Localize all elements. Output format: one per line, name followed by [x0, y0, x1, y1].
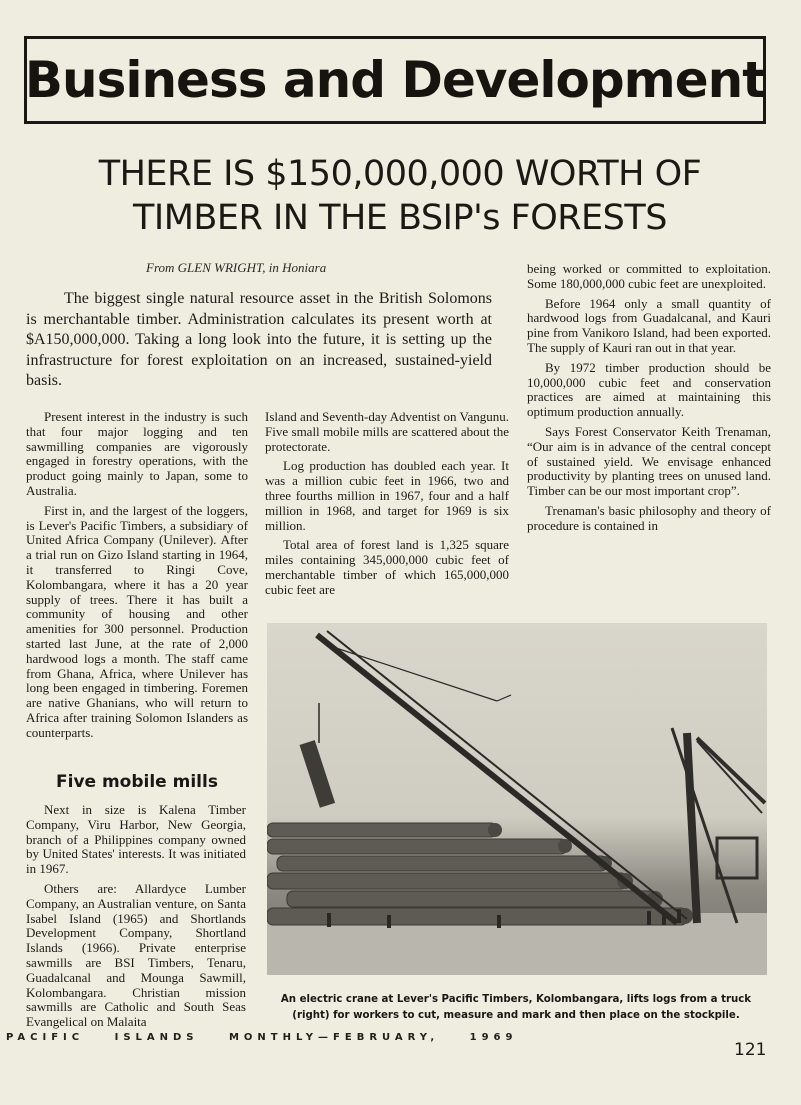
paragraph: Others are: Allardyce Lumber Company, an Australian venture, on Santa Isabel Island (1965) and Shortlands Development Company, Shortland Islands (1966). Private enterprise sawmills are BSI Timbers, Tenaru, Guadalcanal and Mounga Sawmill, Kolombangara. Christian mission sawmills are Catholic and South Seas Evangelical on Malaita — [26, 880, 246, 1030]
crane-photo-illustration — [267, 623, 767, 975]
column-1-continued — [26, 803, 246, 1035]
lead-text: The biggest single natural resource asset in the British Solomons is merchantable timber. Administration calculates its present worth at $A150,000,000. Taking a long look into the future, it is setting up the infrastructure for forest exploitation on an increased, sustained-yield basis. — [26, 290, 492, 390]
section-header-box — [24, 36, 766, 124]
article-headline — [40, 152, 760, 240]
caption-line-2: (right) for workers to cut, measure and mark and then place on the stockpile. — [292, 1010, 740, 1021]
paragraph: Before 1964 only a small quantity of hardwood logs from Guadalcanal, and Kauri pine from Vanikoro Island, had been exported. The supply of Kauri ran out in that year. — [527, 295, 771, 355]
headline-line-2: TIMBER IN THE BSIP's FORESTS — [133, 198, 667, 238]
paragraph: being worked or committed to exploitation. Some 180,000,000 cubic feet are unexploited. — [527, 261, 771, 291]
section-title: Business and Development — [24, 51, 766, 109]
footer-word: MONTHLY—FEBRUARY, — [228, 1032, 440, 1043]
crane-photo — [267, 623, 767, 975]
subheading: Five mobile mills — [56, 772, 218, 792]
paragraph: Island and Seventh-day Adventist on Vangunu. Five small mobile mills are scattered about the protectorate. — [265, 409, 509, 454]
magazine-footer — [6, 1032, 539, 1043]
footer-word: 1969 — [469, 1032, 518, 1043]
lead-paragraph — [26, 289, 492, 392]
paragraph: Says Forest Conservator Keith Trenaman, “Our aim is in advance of the central concept of sustained yield. We envisage enhanced productivity by planting trees on unused land. Timber can be our most important crop”. — [527, 423, 771, 499]
page-number: 121 — [734, 1040, 767, 1060]
column-3 — [527, 262, 771, 539]
photo-caption — [262, 992, 770, 1024]
byline: From GLEN WRIGHT, in Honiara — [146, 260, 327, 275]
caption-line-1: An electric crane at Lever's Pacific Timbers, Kolombangara, lifts logs from a truck — [280, 994, 752, 1005]
column-2 — [265, 410, 509, 603]
footer-word: ISLANDS — [114, 1032, 199, 1043]
column-1 — [26, 410, 248, 746]
paragraph: Trenaman's basic philosophy and theory of procedure is contained in — [527, 502, 771, 533]
paragraph: Log production has doubled each year. It was a million cubic feet in 1966, two and three fourths million in 1967, four and a half million in 1968, and target for 1969 is six million. — [265, 458, 509, 533]
paragraph: Next in size is Kalena Timber Company, Viru Harbor, New Georgia, branch of a Philippines company owned by United States' interests. It was initiated in 1967. — [26, 802, 246, 877]
paragraph: By 1972 timber production should be 10,000,000 cubic feet and conservation practices are aimed at maintaining this optimum production annually. — [527, 359, 771, 420]
paragraph: Total area of forest land is 1,325 square miles containing 345,000,000 cubic feet of merchantable timber of which 165,000,000 cubic feet are — [265, 537, 509, 597]
paragraph: Present interest in the industry is such that four major logging and ten sawmilling companies are vigorously engaged in forestry operations, with the product going mainly to Japan, some to Australia. — [26, 409, 248, 498]
footer-word: PACIFIC — [6, 1032, 85, 1043]
headline-line-1: THERE IS $150,000,000 WORTH OF — [98, 154, 702, 194]
paragraph: First in, and the largest of the loggers, is Lever's Pacific Timbers, a subsidiary of United Africa Company (Unilever). After a trial run on Gizo Island starting in 1964, it transferred to Ringi Cove, Kolombangara, where it has a 20 year supply of trees. There it has built a community of housing and other amenities for 300 personnel. Production started last June, at the rate of 2,000 hardwood logs a month. The staff came from Ghana, Africa, where Unilever has long been engaged in timbering. Foremen are native Ghanians, who will return to Africa after training Solomon Islanders as counterparts. — [26, 502, 248, 740]
